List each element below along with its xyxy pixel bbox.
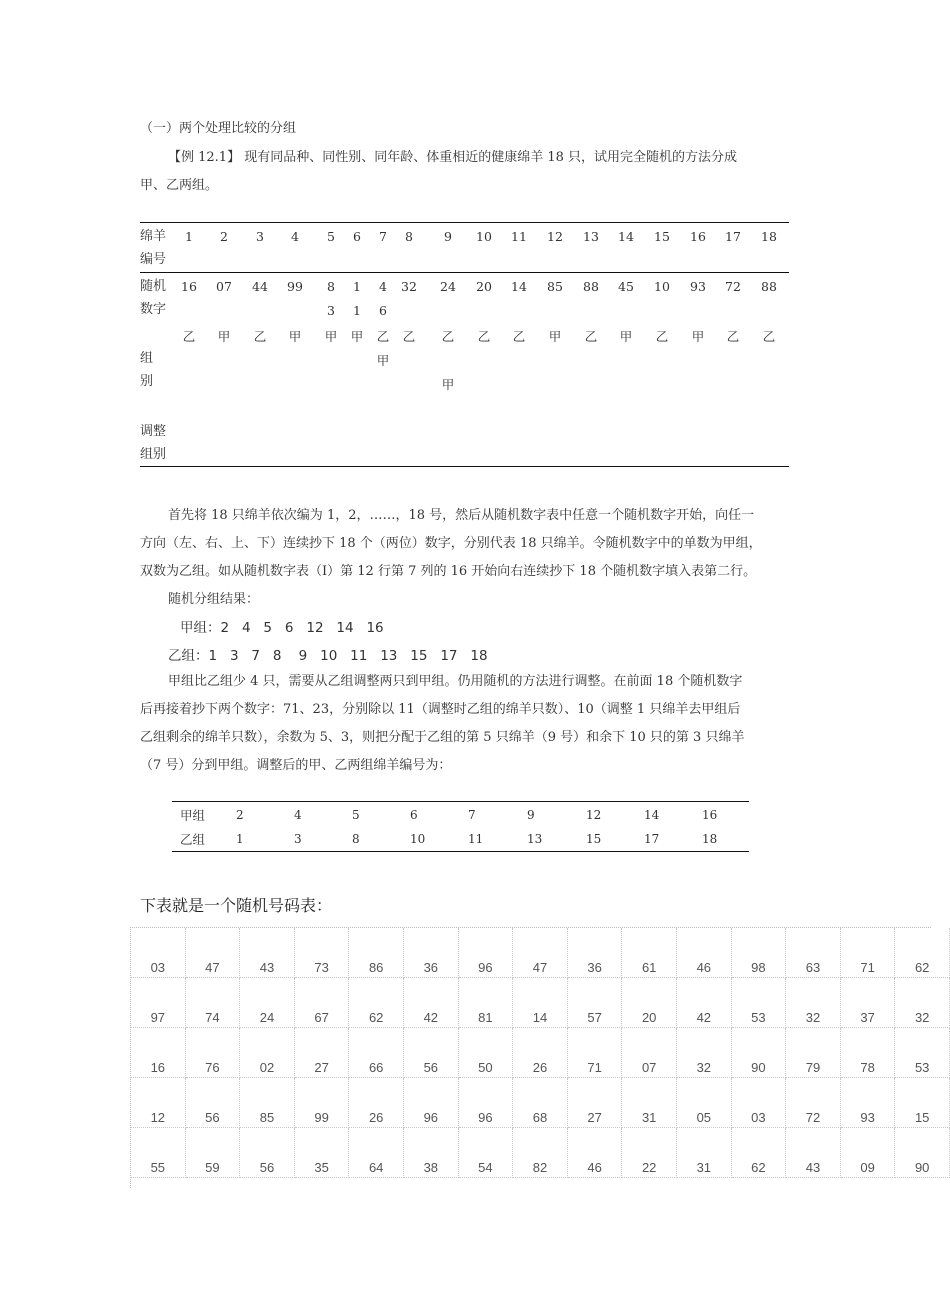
random-number-cell: 16 [181, 279, 197, 294]
random-number-cell: 68 [513, 1078, 568, 1128]
sheep-number-cell: 12 [547, 229, 563, 244]
random-number-cell: 46 [677, 928, 732, 978]
random-number-cell-cont: 6 [379, 303, 387, 318]
para-line: （7 号）分到甲组。调整后的甲、乙两组绵羊编号为： [140, 758, 452, 773]
random-number-cell: 27 [568, 1078, 623, 1128]
group-cell: 乙 [584, 329, 598, 344]
random-number-cell-cont: 1 [353, 303, 361, 318]
sheep-number-cell: 6 [353, 229, 361, 244]
random-number-cell: 55 [131, 1128, 186, 1178]
random-number-cell: 38 [404, 1128, 459, 1178]
sheep-number-cell: 14 [618, 229, 634, 244]
random-number-cell: 90 [732, 1028, 787, 1078]
table2-cell: 5 [352, 808, 360, 822]
random-number-cell: 62 [895, 928, 950, 978]
table-bottom-rule [140, 466, 789, 467]
random-number-cell: 82 [513, 1128, 568, 1178]
sheep-number-cell: 8 [405, 229, 413, 244]
random-number-cell: 22 [622, 1128, 677, 1178]
random-number-cell: 35 [295, 1128, 350, 1178]
para-line: 方向（左、右、上、下）连续抄下 18 个（两位）数字，分别代表 18 只绵羊。令随机数字中的单数为甲组， [140, 536, 762, 551]
random-number-cell: 61 [622, 928, 677, 978]
random-number-cell: 26 [513, 1028, 568, 1078]
random-number-cell: 31 [677, 1128, 732, 1178]
group-cell: 甲 [288, 329, 302, 344]
random-number-cell: 59 [186, 1128, 241, 1178]
table2-cell: 12 [586, 808, 602, 822]
table2-cell: 9 [527, 808, 535, 822]
random-number-cell: 14 [513, 978, 568, 1028]
group-b-result: 乙组：1 3 7 8 9 10 11 13 15 17 18 [168, 648, 488, 664]
example-label: 【例 12.1】 [168, 150, 241, 165]
row-a-label: 甲组 [180, 808, 206, 823]
random-number-cell: 43 [786, 1128, 841, 1178]
random-number-cell: 93 [690, 279, 706, 294]
random-number-cell: 24 [440, 279, 456, 294]
random-number-cell: 64 [349, 1128, 404, 1178]
random-number-cell: 96 [459, 928, 514, 978]
sheep-number-cell: 16 [690, 229, 706, 244]
random-number-cell: 14 [511, 279, 527, 294]
random-number-cell: 20 [476, 279, 492, 294]
table2-cell: 4 [294, 808, 302, 822]
sheep-number-cell: 7 [379, 229, 387, 244]
random-number-cell: 27 [295, 1028, 350, 1078]
group-cell: 乙 [726, 329, 740, 344]
label-adjusted: 调整 组别 [140, 424, 167, 462]
label-group: 组 别 [140, 351, 154, 389]
random-number-cell: 96 [404, 1078, 459, 1128]
random-number-cell: 76 [186, 1028, 241, 1078]
random-number-cell: 98 [732, 928, 787, 978]
random-number-cell: 09 [841, 1128, 896, 1178]
random-number-cell: 36 [568, 928, 623, 978]
sheep-number-cell: 11 [511, 229, 527, 244]
random-number-cell: 50 [459, 1028, 514, 1078]
random-number-cell: 56 [404, 1028, 459, 1078]
adjust-paragraph [140, 668, 785, 780]
random-number-cell: 42 [404, 978, 459, 1028]
random-number-cell: 32 [786, 978, 841, 1028]
table2-cell: 8 [352, 832, 360, 846]
para-line: 后再接着抄下两个数字：71、23，分别除以 11（调整时乙组的绵羊只数）、10（调整 1 只绵羊去甲组后 [140, 702, 741, 717]
random-number-cell: 24 [240, 978, 295, 1028]
group-cell: 甲 [324, 329, 338, 344]
random-number-cell: 32 [677, 1028, 732, 1078]
table-row [131, 1078, 931, 1128]
random-number-cell: 74 [186, 978, 241, 1028]
random-number-cell: 03 [732, 1078, 787, 1128]
group-cell: 甲 [217, 329, 231, 344]
table-row [131, 1028, 931, 1078]
random-number-cell: 97 [131, 978, 186, 1028]
example-paragraph [140, 144, 785, 200]
random-number-cell: 45 [618, 279, 634, 294]
random-number-cell: 16 [131, 1028, 186, 1078]
random-number-cell: 99 [287, 279, 303, 294]
para-line: 首先将 18 只绵羊依次编为 1，2，……，18 号，然后从随机数字表中任意一个随机数字开始，向任一 [168, 508, 755, 523]
random-table-title: 下表就是一个随机号码表： [140, 896, 333, 915]
group-cell: 甲 [548, 329, 562, 344]
random-number-cell: 85 [240, 1078, 295, 1128]
table2-cell: 11 [468, 832, 484, 846]
table2-cell: 15 [586, 832, 602, 846]
random-number-cell: 78 [841, 1028, 896, 1078]
table2-cell: 18 [702, 832, 718, 846]
group-cell: 乙 [512, 329, 526, 344]
sheep-number-cell: 17 [725, 229, 741, 244]
random-number-cell: 20 [622, 978, 677, 1028]
para-line: 甲组比乙组少 4 只，需要从乙组调整两只到甲组。仍用随机的方法进行调整。在前面 18 个随机数字 [168, 674, 743, 689]
random-number-cell: 56 [186, 1078, 241, 1128]
sheep-number-cell: 18 [761, 229, 777, 244]
result-label: 随机分组结果： [168, 592, 260, 607]
random-number-cell: 10 [654, 279, 670, 294]
random-number-cell: 12 [131, 1078, 186, 1128]
table-row [131, 1128, 931, 1178]
random-number-cell: 79 [786, 1028, 841, 1078]
sheep-number-cell: 1 [185, 229, 193, 244]
random-number-cell: 72 [725, 279, 741, 294]
random-number-cell: 02 [240, 1028, 295, 1078]
table-header-rule [140, 272, 789, 273]
random-number-cell: 66 [349, 1028, 404, 1078]
group-cell: 甲 [350, 329, 364, 344]
group-cell: 乙 [402, 329, 416, 344]
random-number-cell: 85 [547, 279, 563, 294]
table2-cell: 6 [410, 808, 418, 822]
table2-cell: 13 [527, 832, 543, 846]
random-number-cell: 46 [568, 1128, 623, 1178]
group-cell: 甲 [691, 329, 705, 344]
para-line: 双数为乙组。如从随机数字表（Ⅰ）第 12 行第 7 列的 16 开始向右连续抄下 18 个随机数字填入表第二行。 [140, 564, 757, 579]
sheep-number-cell: 15 [654, 229, 670, 244]
table2-cell: 1 [236, 832, 244, 846]
random-number-cell: 32 [895, 978, 950, 1028]
group-cell: 甲 [619, 329, 633, 344]
table2-cell: 10 [410, 832, 426, 846]
example-text-line1: 现有同品种、同性别、同年龄、体重相近的健康绵羊 18 只，试用完全随机的方法分成 [240, 150, 738, 165]
sheep-number-cell: 5 [327, 229, 335, 244]
random-number-cell: 71 [841, 928, 896, 978]
adjusted-group-cell: 甲 [376, 353, 390, 368]
random-number-cell: 71 [568, 1028, 623, 1078]
table-row [131, 978, 931, 1028]
random-number-cell: 99 [295, 1078, 350, 1128]
random-number-cell: 44 [252, 279, 268, 294]
random-number-cell: 32 [401, 279, 417, 294]
random-number-cell: 53 [895, 1028, 950, 1078]
sheep-number-cell: 10 [476, 229, 492, 244]
random-number-cell: 53 [732, 978, 787, 1028]
random-number-cell: 62 [349, 978, 404, 1028]
random-number-cell: 26 [349, 1078, 404, 1128]
random-number-cell: 67 [295, 978, 350, 1028]
table2-cell: 3 [294, 832, 302, 846]
random-number-cell: 8 [327, 279, 335, 294]
random-number-cell: 15 [895, 1078, 950, 1128]
random-number-cell: 88 [583, 279, 599, 294]
table2-cell: 2 [236, 808, 244, 822]
para-line: 乙组剩余的绵羊只数），余数为 5、3，则把分配于乙组的第 5 只绵羊（9 号）和余下 10 只的第 3 只绵羊 [140, 730, 745, 745]
random-number-cell: 05 [677, 1078, 732, 1128]
group-cell: 乙 [655, 329, 669, 344]
random-number-cell: 56 [240, 1128, 295, 1178]
label-sheep-no: 绵羊 编号 [140, 229, 167, 267]
random-number-cell: 72 [786, 1078, 841, 1128]
table2-cell: 17 [644, 832, 660, 846]
table2-bottom-rule [172, 851, 749, 852]
random-number-cell: 1 [353, 279, 361, 294]
label-random: 随机 数字 [140, 279, 167, 317]
table2-cell: 16 [702, 808, 718, 822]
method-paragraph [140, 502, 785, 614]
example-text-line2: 甲、乙两组。 [140, 178, 219, 193]
group-cell: 乙 [253, 329, 267, 344]
random-number-cell: 73 [295, 928, 350, 978]
random-number-cell: 96 [459, 1078, 514, 1128]
random-number-cell: 47 [513, 928, 568, 978]
random-number-cell: 42 [677, 978, 732, 1028]
random-number-cell: 03 [131, 928, 186, 978]
random-number-table [130, 927, 931, 1188]
random-number-cell: 63 [786, 928, 841, 978]
random-number-cell: 07 [216, 279, 232, 294]
random-number-cell: 07 [622, 1028, 677, 1078]
group-cell: 乙 [477, 329, 491, 344]
random-number-cell: 57 [568, 978, 623, 1028]
group-cell: 乙 [376, 329, 390, 344]
table2-top-rule [172, 801, 749, 802]
random-number-cell: 62 [732, 1128, 787, 1178]
random-number-cell: 81 [459, 978, 514, 1028]
group-cell: 乙 [762, 329, 776, 344]
random-number-cell: 4 [379, 279, 387, 294]
table-top-rule [140, 222, 789, 223]
random-number-cell: 90 [895, 1128, 950, 1178]
sheep-number-cell: 9 [444, 229, 452, 244]
random-number-cell: 86 [349, 928, 404, 978]
random-number-cell: 54 [459, 1128, 514, 1178]
row-b-label: 乙组 [180, 832, 206, 847]
sheep-number-cell: 2 [220, 229, 228, 244]
table-row [131, 928, 931, 978]
random-number-cell: 36 [404, 928, 459, 978]
random-number-cell: 31 [622, 1078, 677, 1128]
random-number-cell: 88 [761, 279, 777, 294]
random-number-cell: 47 [186, 928, 241, 978]
group-a-result: 甲组：2 4 5 6 12 14 16 [180, 620, 384, 636]
random-number-cell-cont: 3 [327, 303, 335, 318]
sheep-number-cell: 4 [291, 229, 299, 244]
section-title: （一）两个处理比较的分组 [140, 121, 297, 136]
random-number-cell: 37 [841, 978, 896, 1028]
group-cell: 乙 [441, 329, 455, 344]
table2-cell: 7 [468, 808, 476, 822]
random-number-cell: 93 [841, 1078, 896, 1128]
group-cell: 乙 [182, 329, 196, 344]
table2-cell: 14 [644, 808, 660, 822]
random-number-cell: 43 [240, 928, 295, 978]
adjusted-group-cell: 甲 [441, 377, 455, 392]
sheep-number-cell: 13 [583, 229, 599, 244]
sheep-number-cell: 3 [256, 229, 264, 244]
